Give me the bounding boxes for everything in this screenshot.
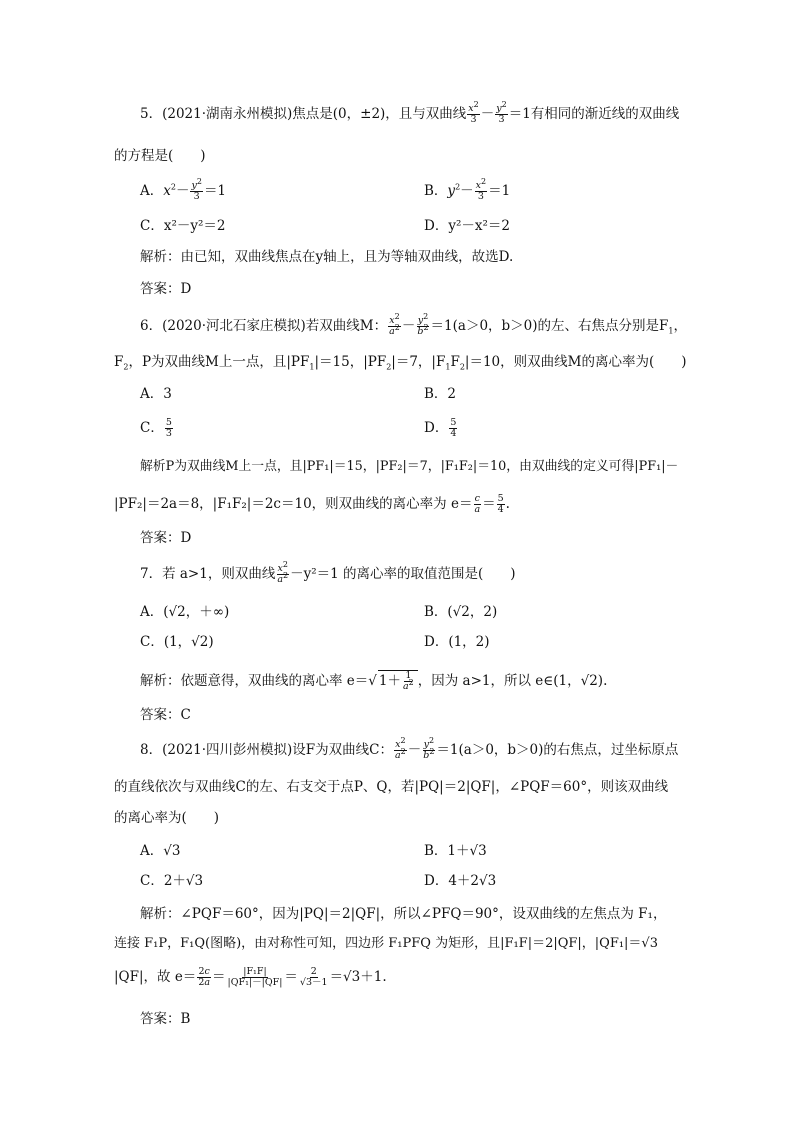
q5-stem-a: 5．(2021·湖南永州模拟)焦点是(0，±2)，且与双曲线: [140, 106, 467, 122]
q7-option-b: B．(√2，2): [424, 604, 498, 620]
q5-stem-c: 的方程是( ): [114, 148, 206, 164]
q7-option-c: C．(1，√2): [140, 634, 214, 650]
q7-stem: 7．若 a>1，则双曲线 $\frac{x^2}{a^2}$ －y²＝1 的离心率的取值范围是( ): [140, 559, 516, 585]
q5-option-b: B．$y^2-$ $\frac{x^2}{3}$ ＝1: [424, 176, 511, 202]
q7-analysis: 解析：依题意得，双曲线的离心率 e＝√ 1＋ $\frac{1}{a^2}$ ，因为 a>1，所以 e∈(1，√2).: [140, 670, 608, 692]
q6-option-a: A．3: [140, 386, 172, 402]
q6-option-c: C． $\frac{5}{3}$: [140, 417, 172, 439]
q6-stem-line-2: $F_2$，P为双曲线M上一点，且$|PF_1|=15$，$|PF_2|=7$，$|F_1F_2|=10$，则双曲线M的离心率为( ): [114, 354, 687, 372]
q6-analysis-line-2: |PF₂|＝2a＝8，|F₁F₂|＝2c＝10，则双曲线的离心率为 e＝ $\frac{c}{a}$ ＝ $\frac{5}{4}$ .: [114, 493, 510, 515]
q5-frac-x2-3: $\frac{x^2}{3}$: [468, 99, 479, 125]
q6-analysis-line-1: 解析P为双曲线M上一点，且|PF₁|＝15，|PF₂|＝7，|F₁F₂|＝10，由双曲线的定义可得|PF₁|－: [140, 459, 679, 474]
q8-stem-line-2: 的直线依次与双曲线C的左、右支交于点P、Q，若|PQ|＝2|QF|，∠PQF＝60°，则该双曲线: [114, 779, 669, 795]
q6-option-d: D． $\frac{5}{4}$: [424, 417, 457, 439]
q8-stem-line-1: 8．(2021·四川彭州模拟)设F为双曲线C： $\frac{x^2}{a^2}$ － $\frac{y^2}{b^2}$ ＝1(a＞0，b＞0)的右焦点，过坐标原点: [140, 735, 679, 761]
q6-answer: 答案：D: [140, 530, 192, 546]
q5-option-a: A．$x^2-$ $\frac{y^2}{3}$ ＝1: [140, 176, 227, 202]
q8-analysis-line-1: 解析：∠PQF＝60°，因为|PQ|＝2|QF|，所以∠PFQ＝90°，设双曲线的左焦点为 F₁，: [140, 906, 667, 922]
q5-stem-line-1: 5．(2021·湖南永州模拟)焦点是(0，±2)，且与双曲线 $\frac{x^2}{3}$ － $\frac{y^2}{3}$ ＝1有相同的渐近线的双曲线: [140, 99, 680, 125]
q5-answer: 答案：D: [140, 281, 192, 297]
q8-analysis-line-3: |QF|，故 e＝ $\frac{2c}{2a}$ ＝ $\frac{\text{|F₁F|}}{\text{|QF₁|－|QF|}}$ ＝ $\frac{2}{√3-1}$ ＝√3＋1.: [114, 966, 387, 988]
q5-option-d: D．y²－x²＝2: [424, 218, 510, 234]
q7-option-d: D．(1，2): [424, 634, 490, 650]
q5-frac-y2-3: $\frac{y^2}{3}$: [496, 99, 507, 125]
q8-option-b: B．1＋√3: [424, 843, 487, 859]
q8-stem-line-3: 的离心率为( ): [114, 810, 220, 826]
q5-analysis: 解析：由已知，双曲线焦点在y轴上，且为等轴双曲线，故选D.: [140, 249, 514, 265]
q8-answer: 答案：B: [140, 1011, 191, 1027]
q8-option-a: A．√3: [140, 843, 181, 859]
q8-analysis-line-2: 连接 F₁P，F₁Q(图略)，由对称性可知，四边形 F₁PFQ 为矩形，且|F₁F|＝2|QF|，|QF₁|＝√3: [114, 936, 658, 951]
q7-answer: 答案：C: [140, 707, 191, 723]
q5-stem-b: ＝1有相同的渐近线的双曲线: [508, 106, 680, 122]
q6-option-b: B．2: [424, 386, 457, 402]
q8-option-d: D．4＋2√3: [424, 873, 497, 889]
q8-option-c: C．2＋√3: [140, 873, 204, 889]
q6-stem-line-1: 6．(2020·河北石家庄模拟)若双曲线M： $\frac{x^2}{a^2}$ － $\frac{y^2}{b^2}$ ＝1(a＞0，b＞0)的左、右焦点分别是$F_1$，: [140, 311, 687, 337]
q7-option-a: A．(√2，＋∞): [140, 604, 230, 620]
q5-option-c: C．x²－y²＝2: [140, 218, 226, 234]
